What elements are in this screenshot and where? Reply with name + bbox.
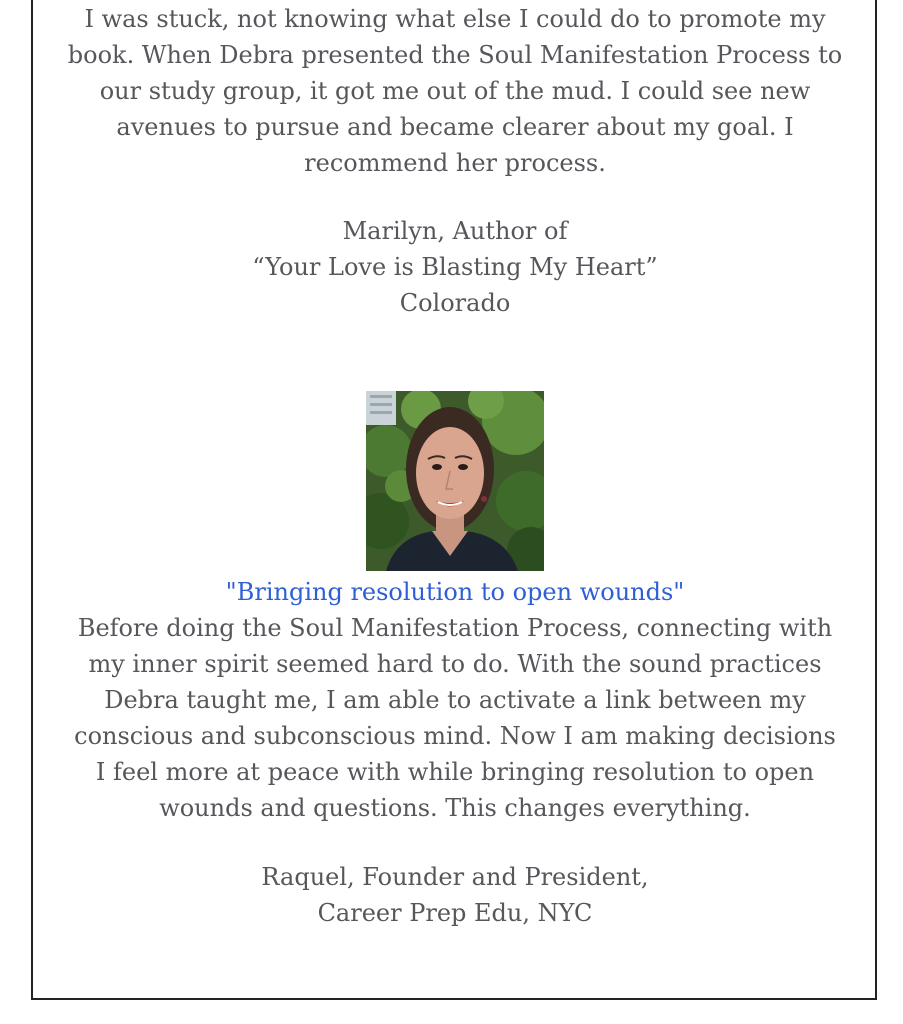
body-line: avenues to pursue and became clearer about my goal. I bbox=[116, 113, 794, 141]
body-line: wounds and questions. This changes everything. bbox=[159, 794, 751, 822]
body-line: Before doing the Soul Manifestation Process, connecting with bbox=[77, 614, 833, 642]
testimonial-1-body bbox=[40, 1, 870, 181]
attribution-book-title: “Your Love is Blasting My Heart” bbox=[252, 253, 658, 281]
testimonial-2-body bbox=[40, 610, 870, 826]
body-line: book. When Debra presented the Soul Manifestation Process to bbox=[67, 41, 843, 69]
attribution-name: Raquel, Founder and President, bbox=[261, 863, 649, 891]
attribution-name: Marilyn, Author of bbox=[342, 217, 568, 245]
testimonial-2-attribution bbox=[40, 859, 870, 931]
portrait-photo-icon bbox=[366, 391, 544, 571]
body-line: my inner spirit seemed hard to do. With the sound practices bbox=[88, 650, 822, 678]
attribution-organization: Career Prep Edu, NYC bbox=[317, 899, 593, 927]
body-line: conscious and subconscious mind. Now I am making decisions bbox=[74, 722, 836, 750]
testimonial-2-photo bbox=[366, 391, 544, 571]
testimonial-2-title bbox=[40, 574, 870, 610]
body-line: I was stuck, not knowing what else I could do to promote my bbox=[84, 5, 826, 33]
quote-title-text: "Bringing resolution to open wounds" bbox=[225, 578, 685, 606]
body-line: recommend her process. bbox=[304, 149, 606, 177]
body-line: I feel more at peace with while bringing resolution to open bbox=[95, 758, 815, 786]
testimonial-1-attribution bbox=[40, 213, 870, 321]
attribution-location: Colorado bbox=[399, 289, 511, 317]
body-line: Debra taught me, I am able to activate a link between my bbox=[104, 686, 806, 714]
body-line: our study group, it got me out of the mud. I could see new bbox=[99, 77, 811, 105]
